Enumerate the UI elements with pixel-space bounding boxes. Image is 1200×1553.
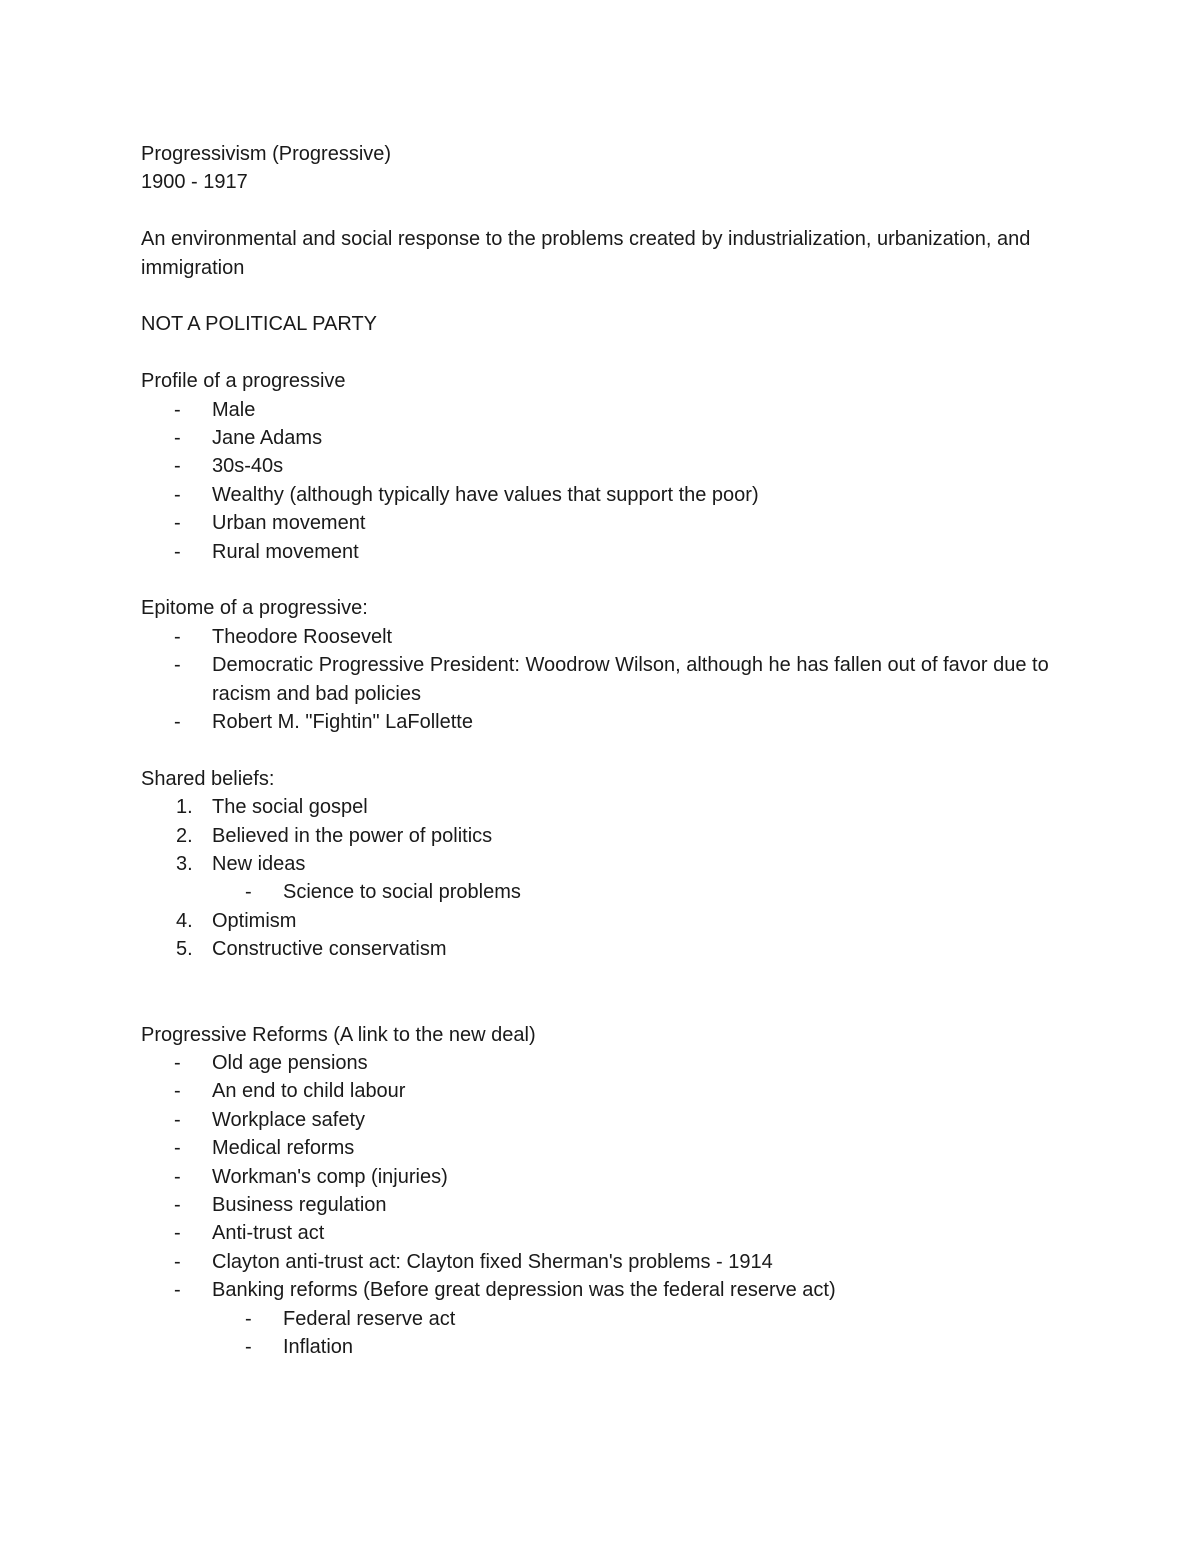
list-item: - Wealthy (although typically have values that support the poor) <box>141 481 1071 509</box>
beliefs-heading: Shared beliefs: <box>141 767 275 790</box>
dash-marker: - <box>174 654 181 677</box>
list-item: - Workplace safety <box>141 1106 1071 1134</box>
list-item: 5. Constructive conservatism <box>141 935 1071 963</box>
list-item: - Anti-trust act <box>141 1219 1071 1247</box>
dash-marker: - <box>174 483 181 506</box>
document-title: Progressivism (Progressive) <box>141 143 392 165</box>
spacer <box>141 339 1071 367</box>
dash-marker: - <box>174 1051 181 1074</box>
list-item: - Old age pensions <box>141 1049 1071 1077</box>
reforms-list <box>141 1049 1071 1361</box>
number-marker: 3. <box>176 853 193 876</box>
dash-marker: - <box>174 1165 181 1188</box>
dash-marker: - <box>174 1108 181 1131</box>
sub-list-item: - Federal reserve act <box>141 1305 1071 1333</box>
list-item: - Theodore Roosevelt <box>141 623 1071 651</box>
list-item: - Business regulation <box>141 1191 1071 1219</box>
dash-marker: - <box>174 455 181 478</box>
list-item: - An end to child labour <box>141 1077 1071 1105</box>
number-marker: 2. <box>176 824 193 847</box>
epitome-heading: Epitome of a progressive: <box>141 597 368 620</box>
dash-marker: - <box>174 398 181 421</box>
dash-marker: - <box>174 1222 181 1245</box>
list-item: - Clayton anti-trust act: Clayton fixed Sherman's problems - 1914 <box>141 1248 1071 1276</box>
profile-heading: Profile of a progressive <box>141 370 346 393</box>
list-item: - 30s-40s <box>141 452 1071 480</box>
number-marker: 4. <box>176 909 193 932</box>
epitome-list <box>141 623 1071 737</box>
list-item: 4. Optimism <box>141 907 1071 935</box>
document-body <box>141 140 1071 1361</box>
dash-marker: - <box>174 1137 181 1160</box>
dash-marker: - <box>245 1335 252 1358</box>
list-item: 3. New ideas <box>141 850 1071 878</box>
list-item: - Urban movement <box>141 509 1071 537</box>
dash-marker: - <box>174 1193 181 1216</box>
spacer <box>141 197 1071 225</box>
spacer <box>141 282 1071 310</box>
not-party-note: NOT A POLITICAL PARTY <box>141 313 378 336</box>
sub-list-item: - Science to social problems <box>141 878 1071 906</box>
sub-list-item: - Inflation <box>141 1333 1071 1361</box>
number-marker: 5. <box>176 938 193 961</box>
list-item: - Democratic Progressive President: Woodrow Wilson, although he has fallen out of favor due to racism and bad policies <box>141 651 1071 708</box>
dash-marker: - <box>174 711 181 734</box>
profile-list <box>141 396 1071 566</box>
spacer <box>141 566 1071 594</box>
list-item: 1. The social gospel <box>141 793 1071 821</box>
list-item: - Rural movement <box>141 538 1071 566</box>
dash-marker: - <box>174 1250 181 1273</box>
beliefs-list <box>141 793 1071 963</box>
list-item: - Workman's comp (injuries) <box>141 1163 1071 1191</box>
list-item: - Jane Adams <box>141 424 1071 452</box>
number-marker: 1. <box>176 796 193 819</box>
date-range: 1900 - 1917 <box>141 171 248 194</box>
list-item: - Male <box>141 396 1071 424</box>
list-item: - Medical reforms <box>141 1134 1071 1162</box>
dash-marker: - <box>245 881 252 904</box>
definition-paragraph: An environmental and social response to the problems created by industrialization, urbanization, and immigration <box>141 228 1031 279</box>
spacer <box>141 736 1071 764</box>
dash-marker: - <box>174 540 181 563</box>
reforms-heading: Progressive Reforms (A link to the new deal) <box>141 1023 536 1046</box>
spacer <box>141 964 1071 1021</box>
dash-marker: - <box>174 512 181 535</box>
dash-marker: - <box>245 1307 252 1330</box>
dash-marker: - <box>174 427 181 450</box>
list-item: - Robert M. "Fightin" LaFollette <box>141 708 1071 736</box>
list-item: - Banking reforms (Before great depression was the federal reserve act) <box>141 1276 1071 1304</box>
dash-marker: - <box>174 1279 181 1302</box>
list-item: 2. Believed in the power of politics <box>141 822 1071 850</box>
dash-marker: - <box>174 1080 181 1103</box>
dash-marker: - <box>174 625 181 648</box>
